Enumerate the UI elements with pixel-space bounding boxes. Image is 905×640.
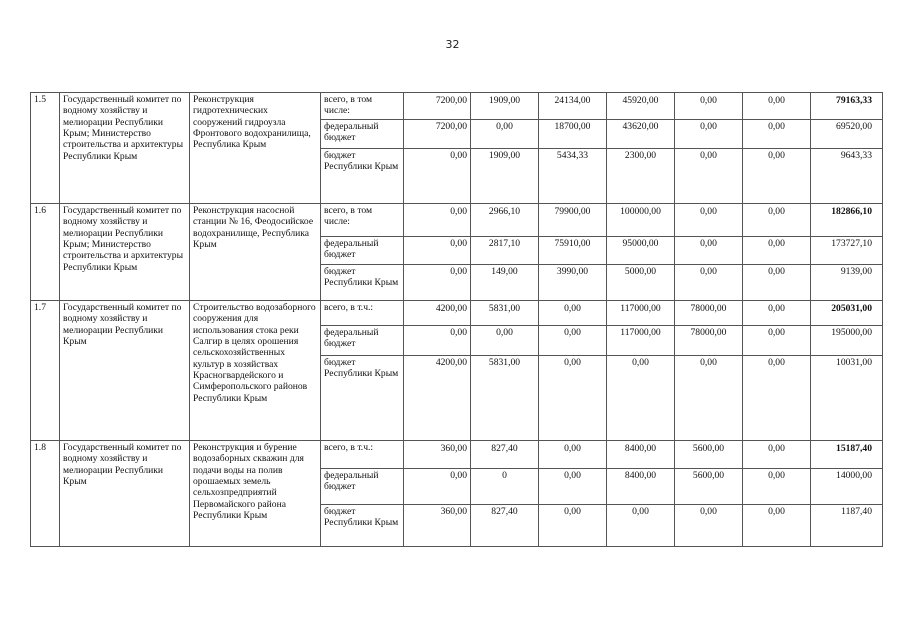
- funding-value: 0,00: [743, 301, 811, 326]
- funding-source: бюджет Республики Крым: [321, 265, 404, 301]
- funding-value: 0,00: [743, 469, 811, 505]
- responsible-organization: Государственный комитет по водному хозяйству и мелиорации Республики Крым: [60, 441, 190, 547]
- funding-value: 24134,00: [539, 93, 607, 120]
- funding-source: бюджет Республики Крым: [321, 356, 404, 441]
- funding-value: 5600,00: [675, 469, 743, 505]
- funding-value: 0,00: [743, 120, 811, 149]
- funding-value: 0,00: [675, 505, 743, 547]
- funding-value: 0,00: [743, 356, 811, 441]
- funding-value: 149,00: [471, 265, 539, 301]
- funding-value: 0,00: [675, 265, 743, 301]
- funding-value: 827,40: [471, 505, 539, 547]
- funding-value: 2966,10: [471, 204, 539, 237]
- funding-value: 0,00: [675, 149, 743, 204]
- funding-value: 0,00: [539, 326, 607, 356]
- funding-value: 360,00: [404, 441, 471, 469]
- funding-value: 5600,00: [675, 441, 743, 469]
- funding-value: 8400,00: [607, 441, 675, 469]
- funding-value: 0,00: [404, 204, 471, 237]
- funding-value: 0,00: [404, 326, 471, 356]
- funding-value: 0,00: [743, 149, 811, 204]
- funding-value: 0,00: [539, 301, 607, 326]
- funding-value: 2817,10: [471, 237, 539, 265]
- funding-value: 117000,00: [607, 326, 675, 356]
- responsible-organization: Государственный комитет по водному хозяйству и мелиорации Республики Крым; Министерство строительства и архитектуры Республики Крым: [60, 204, 190, 301]
- funding-value: 0,00: [404, 237, 471, 265]
- project-object: Строительство водозаборного сооружения для использования стока реки Салгир в целях орошения сельскохозяйственных культур в хозяйствах Красногвардейского и Симферопольского районов Республики Крым: [190, 301, 321, 441]
- project-object: Реконструкция и бурение водозаборных скважин для подачи воды на полив орошаемых земель сельхозпредприятий Первомайского района Республики Крым: [190, 441, 321, 547]
- funding-value: 0,00: [404, 149, 471, 204]
- funding-value: 5000,00: [607, 265, 675, 301]
- funding-value: 0,00: [607, 505, 675, 547]
- funding-value: 100000,00: [607, 204, 675, 237]
- funding-value: 0,00: [404, 265, 471, 301]
- funding-value: 0,00: [743, 505, 811, 547]
- funding-value: 827,40: [471, 441, 539, 469]
- funding-value: 18700,00: [539, 120, 607, 149]
- funding-value: 0,00: [539, 469, 607, 505]
- funding-source: всего, в том числе:: [321, 204, 404, 237]
- funding-total: 69520,00: [811, 120, 883, 149]
- funding-value: 45920,00: [607, 93, 675, 120]
- funding-value: 0,00: [471, 120, 539, 149]
- funding-value: 5831,00: [471, 301, 539, 326]
- funding-source: федеральный бюджет: [321, 120, 404, 149]
- funding-source: бюджет Республики Крым: [321, 149, 404, 204]
- funding-source: всего, в т.ч.:: [321, 441, 404, 469]
- funding-value: 0,00: [743, 265, 811, 301]
- funding-value: 0,00: [539, 441, 607, 469]
- funding-value: 5831,00: [471, 356, 539, 441]
- funding-total: 9139,00: [811, 265, 883, 301]
- item-number: 1.6: [31, 204, 60, 301]
- funding-total: 182866,10: [811, 204, 883, 237]
- funding-value: 2300,00: [607, 149, 675, 204]
- funding-total: 1187,40: [811, 505, 883, 547]
- funding-value: 7200,00: [404, 93, 471, 120]
- funding-source: федеральный бюджет: [321, 469, 404, 505]
- funding-value: 0,00: [675, 93, 743, 120]
- funding-value: 0,00: [743, 204, 811, 237]
- item-number: 1.5: [31, 93, 60, 204]
- funding-value: 79900,00: [539, 204, 607, 237]
- table-row: [31, 441, 883, 469]
- funding-value: 0,00: [743, 441, 811, 469]
- page-number: 32: [445, 38, 460, 51]
- responsible-organization: Государственный комитет по водному хозяйству и мелиорации Республики Крым; Министерство строительства и архитектуры Республики Крым: [60, 93, 190, 204]
- item-number: 1.7: [31, 301, 60, 441]
- funding-value: 0,00: [675, 204, 743, 237]
- funding-value: 0: [471, 469, 539, 505]
- funding-source: федеральный бюджет: [321, 326, 404, 356]
- funding-value: 78000,00: [675, 301, 743, 326]
- funding-source: всего, в том числе:: [321, 93, 404, 120]
- table-row: [31, 93, 883, 120]
- funding-value: 3990,00: [539, 265, 607, 301]
- funding-value: 43620,00: [607, 120, 675, 149]
- funding-source: бюджет Республики Крым: [321, 505, 404, 547]
- funding-value: 0,00: [675, 120, 743, 149]
- funding-value: 117000,00: [607, 301, 675, 326]
- funding-source: федеральный бюджет: [321, 237, 404, 265]
- budget-table: [30, 92, 883, 547]
- funding-value: 5434,33: [539, 149, 607, 204]
- funding-total: 9643,33: [811, 149, 883, 204]
- funding-total: 15187,40: [811, 441, 883, 469]
- funding-value: 4200,00: [404, 301, 471, 326]
- funding-total: 195000,00: [811, 326, 883, 356]
- funding-value: 4200,00: [404, 356, 471, 441]
- funding-value: 0,00: [607, 356, 675, 441]
- funding-total: 14000,00: [811, 469, 883, 505]
- funding-value: 1909,00: [471, 93, 539, 120]
- funding-total: 205031,00: [811, 301, 883, 326]
- funding-value: 0,00: [743, 326, 811, 356]
- funding-value: 95000,00: [607, 237, 675, 265]
- table-row: [31, 204, 883, 237]
- table-row: [31, 301, 883, 326]
- project-object: Реконструкция насосной станции № 16, Феодосийское водохранилище, Республика Крым: [190, 204, 321, 301]
- funding-value: 75910,00: [539, 237, 607, 265]
- funding-total: 10031,00: [811, 356, 883, 441]
- funding-source: всего, в т.ч.:: [321, 301, 404, 326]
- responsible-organization: Государственный комитет по водному хозяйству и мелиорации Республики Крым: [60, 301, 190, 441]
- funding-value: 0,00: [539, 356, 607, 441]
- funding-value: 0,00: [675, 356, 743, 441]
- funding-value: 0,00: [743, 237, 811, 265]
- funding-value: 0,00: [404, 469, 471, 505]
- funding-value: 0,00: [675, 237, 743, 265]
- funding-value: 0,00: [539, 505, 607, 547]
- funding-value: 0,00: [743, 93, 811, 120]
- funding-value: 7200,00: [404, 120, 471, 149]
- funding-value: 360,00: [404, 505, 471, 547]
- funding-total: 173727,10: [811, 237, 883, 265]
- funding-value: 1909,00: [471, 149, 539, 204]
- funding-total: 79163,33: [811, 93, 883, 120]
- item-number: 1.8: [31, 441, 60, 547]
- funding-value: 0,00: [471, 326, 539, 356]
- project-object: Реконструкция гидротехнических сооружений гидроузла Фронтового водохранилища, Республика Крым: [190, 93, 321, 204]
- funding-value: 8400,00: [607, 469, 675, 505]
- funding-value: 78000,00: [675, 326, 743, 356]
